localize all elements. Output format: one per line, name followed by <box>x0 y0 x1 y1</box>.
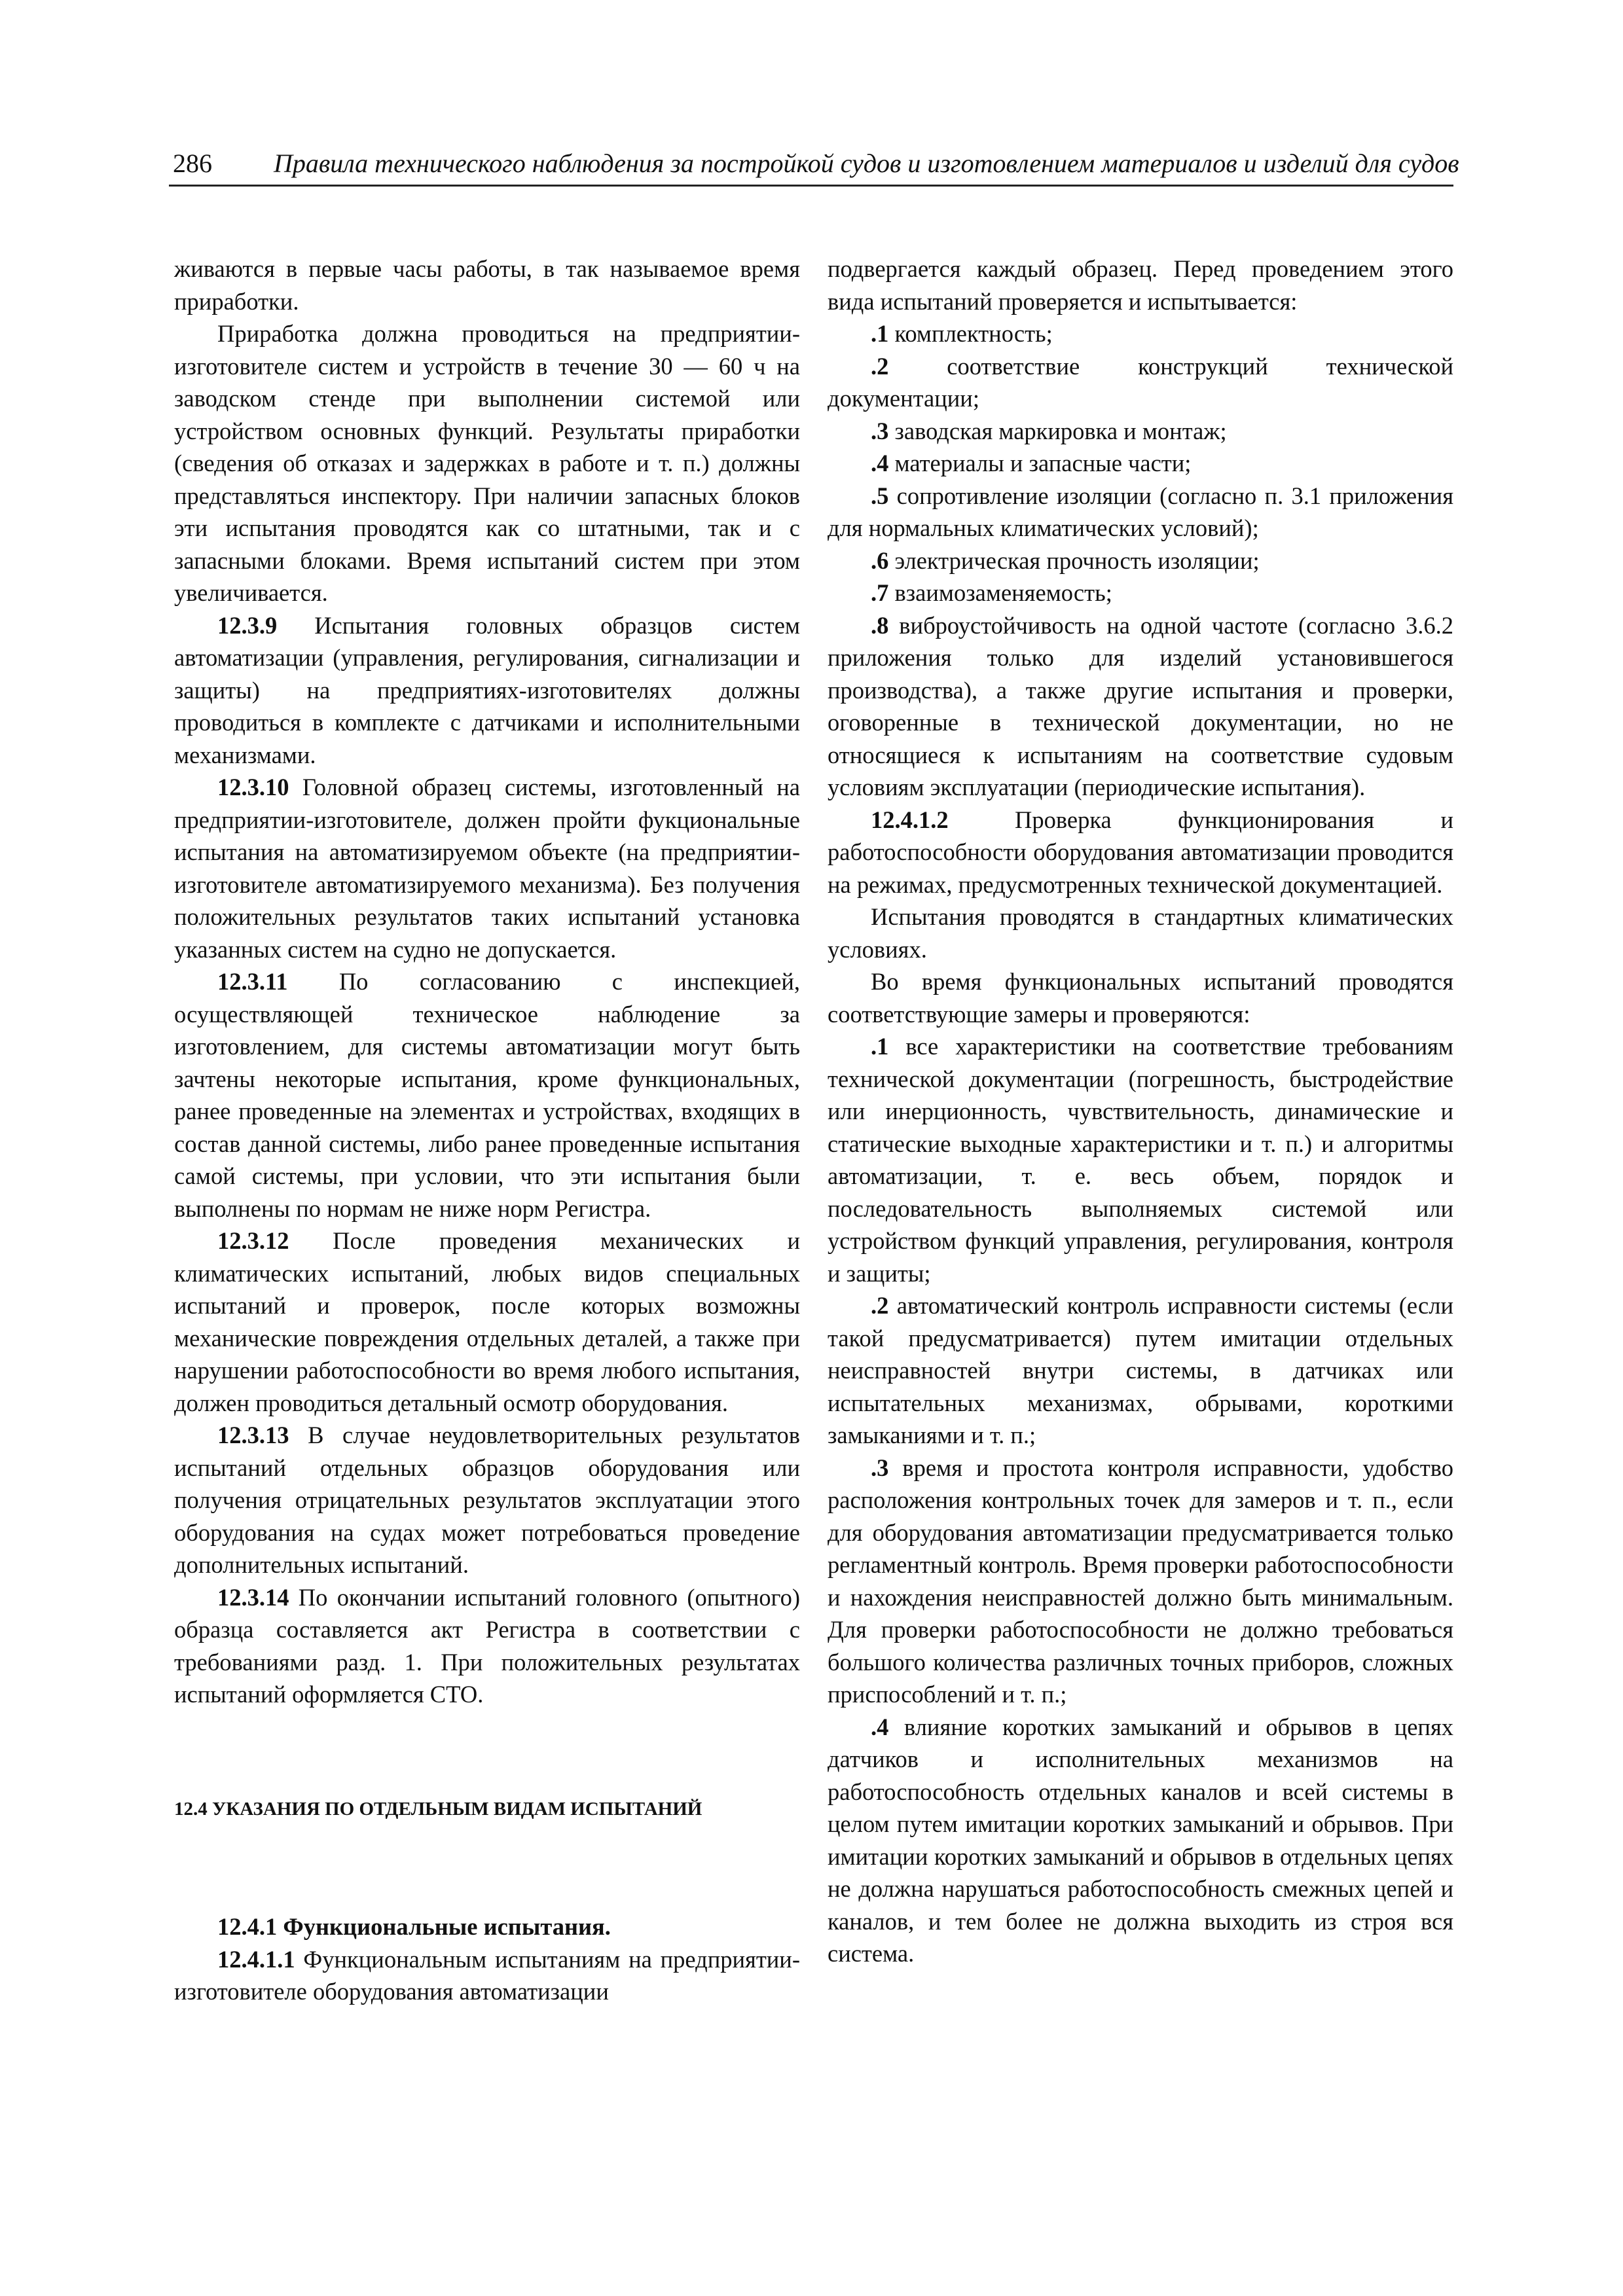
item-text: взаимозаменяемость; <box>888 579 1112 606</box>
item-text: виброустойчивость на одной частоте (согласно 3.6.2 приложения только для изделий установившегося производства), а также другие испытания и проверки, оговоренные в технической документации, но не относящиеся к испытаниям на соответствие судовым условиям эксплуатации (периодические испытания). <box>828 611 1453 800</box>
item-number: .2 <box>871 352 889 380</box>
item-text: материалы и запасные части; <box>888 450 1192 476</box>
clause-12-4-1-1 <box>174 1943 800 2008</box>
left-column <box>174 253 800 2008</box>
item-text: электрическая прочность изоляции; <box>888 547 1260 574</box>
item-text: влияние коротких замыканий и обрывов в цепях датчиков и исполнительных механизмов на работоспособность отдельных каналов и всей системы в целом путем имитации коротких замыканий и обрывов. При имитации коротких замыканий и обрывов в отдельных цепях не должна нарушаться работоспособность смежных цепей и каналов, и тем более не должна выходить из строя вся система. <box>828 1713 1453 1967</box>
clause-number: 12.4.1.1 <box>217 1945 295 1973</box>
clause-number: 12.3.10 <box>217 774 289 800</box>
list-item <box>828 480 1453 545</box>
clause-text: Проверка функционирования и работоспособности оборудования автоматизации проводится на режимах, предусмотренных технической документацией. <box>828 806 1453 898</box>
list-item <box>828 415 1453 448</box>
clause-text: По окончании испытаний головного (опытного) образца составляется акт Регистра в соответствии с требованиями разд. 1. При положительных результатах испытаний оформляется СТО. <box>174 1583 800 1708</box>
list-item <box>828 577 1453 609</box>
clause-12-3-14 <box>174 1581 800 1711</box>
clause-text: Испытания головных образцов систем автоматизации (управления, регулирования, сигнализации и защиты) на предприятиях-изготовителях должны проводиться в комплекте с датчиками и исполнительными механизмами. <box>174 611 800 768</box>
clause-number: 12.3.13 <box>217 1422 289 1448</box>
list-item <box>828 609 1453 804</box>
clause-12-3-11 <box>174 965 800 1225</box>
item-number: .4 <box>871 450 889 476</box>
item-text: автоматический контроль исправности системы (если такой предусматривается) путем имитации отдельных неисправностей внутри системы, в датчиках или испытательных механизмах, обрывами, короткими замыканиями и т. п.; <box>828 1292 1453 1448</box>
paragraph: Приработка должна проводиться на предприятии-изготовителе систем и устройств в течение 30 — 60 ч на заводском стенде при выполнении системой или устройством основных функций. Результаты приработки (сведения об отказах и задержках в работе и т. п.) должны представляться инспектору. При наличии запасных блоков эти испытания проводятся как со штатными, так и с запасными блоками. Время испытаний систем при этом увеличивается. <box>174 320 800 606</box>
paragraph: живаются в первые часы работы, в так называемое время приработки. <box>174 255 800 315</box>
list-item <box>828 350 1453 415</box>
item-number: .3 <box>871 1454 889 1481</box>
paragraph: подвергается каждый образец. Перед проведением этого вида испытаний проверяется и испытывается: <box>828 255 1453 315</box>
clause-12-3-13 <box>174 1419 800 1581</box>
item-number: .3 <box>871 417 889 444</box>
page-number: 286 <box>173 149 212 178</box>
clause-text: Головной образец системы, изготовленный на предприятии-изготовителе, должен пройти фукциональные испытания на автоматизируемом объекте (на предприятии-изготовителе автоматизируемого механизма). Без получения положительных результатов таких испытаний установка указанных систем на судно не допускается. <box>174 774 800 963</box>
list-item <box>828 1030 1453 1289</box>
list-item <box>828 1452 1453 1711</box>
paragraph: Во время функциональных испытаний проводятся соответствующие замеры и проверяются: <box>828 968 1453 1028</box>
item-number: .7 <box>871 579 889 606</box>
item-number: .1 <box>871 320 889 347</box>
item-number: .5 <box>871 482 889 509</box>
right-column <box>828 253 1453 1970</box>
item-text: комплектность; <box>888 320 1053 347</box>
item-text: заводская маркировка и монтаж; <box>888 417 1227 444</box>
clause-text: Функциональным испытаниям на предприятии-изготовителе оборудования автоматизации <box>174 1945 800 2005</box>
clause-text: В случае неудовлетворительных результатов испытаний отдельных образцов оборудования или получения отрицательных результатов эксплуатации этого оборудования на судах может потребоваться проведение дополнительных испытаний. <box>174 1422 800 1578</box>
clause-12-3-9 <box>174 609 800 772</box>
item-text: сопротивление изоляции (согласно п. 3.1 приложения для нормальных климатических условий); <box>828 482 1453 541</box>
item-number: .6 <box>871 547 889 574</box>
clause-12-4-1-2 <box>828 804 1453 901</box>
list-item <box>828 1711 1453 1970</box>
section-heading: 12.4 УКАЗАНИЯ ПО ОТДЕЛЬНЫМ ВИДАМ ИСПЫТАНИЙ <box>174 1798 702 1820</box>
subsection-heading: 12.4.1 Функциональные испытания. <box>217 1913 611 1940</box>
item-number: .4 <box>871 1713 889 1740</box>
clause-12-3-12 <box>174 1225 800 1419</box>
list-item <box>828 1289 1453 1452</box>
clause-number: 12.3.9 <box>217 611 278 639</box>
item-text: соответствие конструкций технической документации; <box>828 352 1453 412</box>
list-item <box>828 545 1453 577</box>
item-number: .1 <box>871 1033 889 1060</box>
item-text: все характеристики на соответствие требованиям технической документации (погрешность, быстродействие или инерционность, чувствительность, динамические и статические выходные характеристики и т. п.) и алгоритмы автоматизации, т. е. весь объем, порядок и последовательность выполняемых системой или устройством функций управления, регулирования, контроля и защиты; <box>828 1033 1453 1287</box>
clause-number: 12.4.1.2 <box>871 806 949 833</box>
list-item <box>828 317 1453 350</box>
clause-number: 12.3.11 <box>217 968 288 995</box>
item-number: .2 <box>871 1292 889 1319</box>
running-title: Правила технического наблюдения за постройкой судов и изготовлением материалов и изделий для судов <box>274 149 1459 178</box>
item-text: время и простота контроля исправности, удобство расположения контрольных точек для замеров и т. п., если для оборудования автоматизации предусматривается только регламентный контроль. Время проверки работоспособности и нахождения неисправностей должно быть минимальным. Для проверки работоспособности не должно требоваться большого количества различных точных приборов, сложных приспособлений и т. п.; <box>828 1454 1453 1708</box>
clause-12-3-10 <box>174 771 800 965</box>
paragraph: Испытания проводятся в стандартных климатических условиях. <box>828 903 1453 963</box>
clause-text: По согласованию с инспекцией, осуществляющей техническое наблюдение за изготовлением, для системы автоматизации могут быть зачтены некоторые испытания, кроме функциональных, ранее проведенные на элементах и устройствах, входящих в состав данной системы, либо ранее проведенные испытания самой системы, при условии, что эти испытания были выполнены по нормам не ниже норм Регистра. <box>174 968 800 1222</box>
list-item <box>828 447 1453 480</box>
item-number: .8 <box>871 611 889 639</box>
clause-number: 12.3.14 <box>217 1583 289 1611</box>
page-header <box>169 143 1459 187</box>
clause-text: После проведения механических и климатических испытаний, любых видов специальных испытаний и проверок, после которых возможны механические повреждения отдельных деталей, а также при нарушении работоспособности во время любого испытания, должен проводиться детальный осмотр оборудования. <box>174 1227 800 1416</box>
clause-number: 12.3.12 <box>217 1227 289 1254</box>
